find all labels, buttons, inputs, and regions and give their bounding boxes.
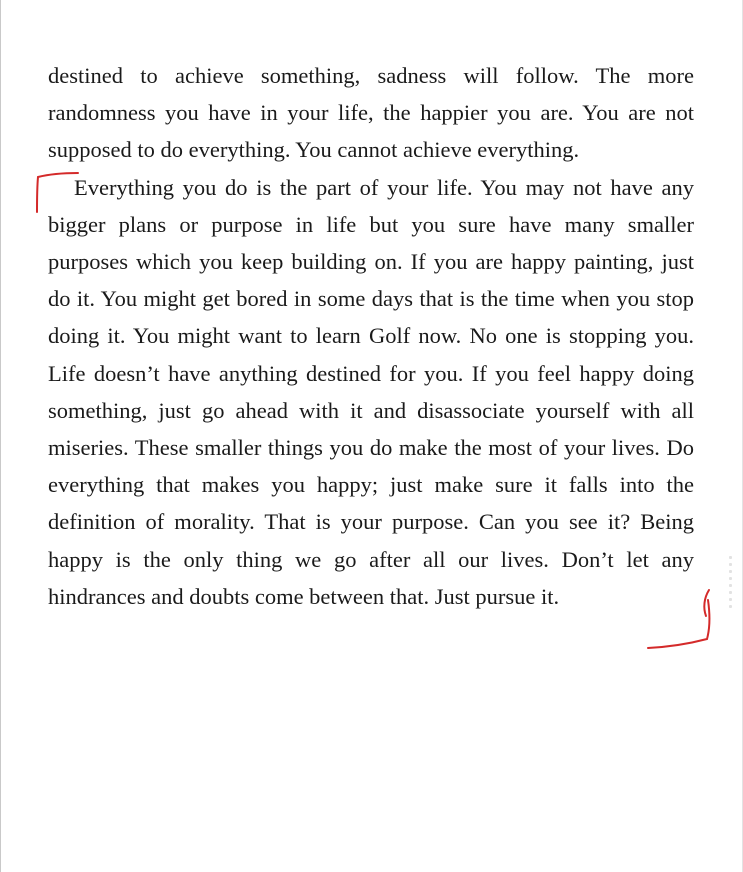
paragraph-1: destined to achieve something, sadness will follow. The more randomness you have in your life, the happier you are. You are not supposed to do everything. You cannot achieve everything. <box>48 63 694 163</box>
paragraph-2: Everything you do is the part of your life. You may not have any bigger plans or purpose in life but you sure have many smaller purposes which you keep building on. If you are happy painting, just do it. You might get bored in some days that is the time when you stop doing it. You might want to learn Golf now. No one is stopping you. Life doesn’t have anything destined for you. If you feel happy doing something, just go ahead with it and disassociate yourself with all miseries. These smaller things you do make the most of your lives. Do everything that makes you happy; just make sure it falls into the definition of morality. That is your purpose. Can you see it? Being happy is the only thing we go after all our lives. Don’t let any hindrances and doubts come between that. Just pursue it. <box>48 174 694 609</box>
body-text <box>48 57 694 615</box>
faint-margin-watermark <box>726 552 734 632</box>
page-left-edge <box>0 0 1 872</box>
